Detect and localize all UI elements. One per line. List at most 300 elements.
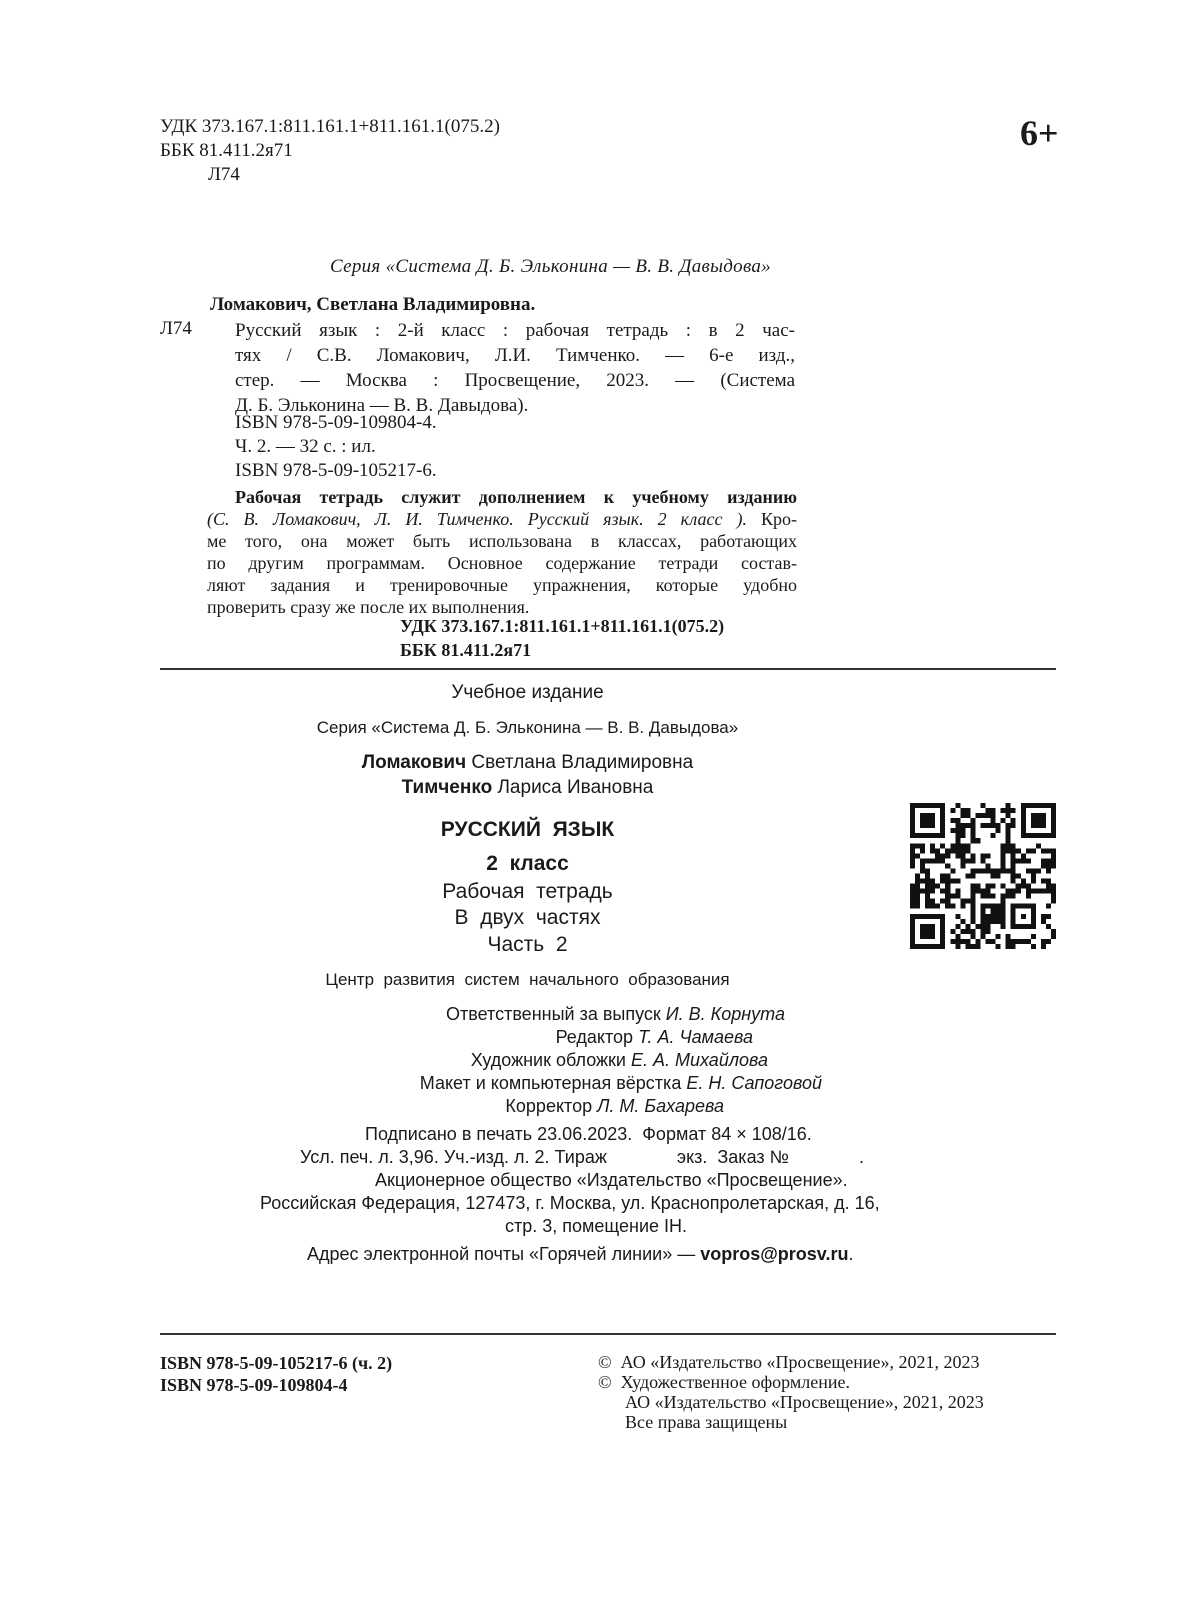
qr-module: [1001, 808, 1006, 813]
card-author: Ломакович, Светлана Владимировна.: [210, 294, 536, 315]
qr-module: [1006, 944, 1011, 949]
qr-module: [970, 868, 975, 873]
qr-module: [1001, 919, 1006, 924]
qr-module: [980, 813, 985, 818]
qr-module: [1041, 889, 1046, 894]
qr-module: [1011, 939, 1016, 944]
qr-module: [940, 889, 945, 894]
qr-module: [1006, 833, 1011, 838]
qr-module: [996, 919, 1001, 924]
qr-module: [955, 934, 960, 939]
qr-module: [991, 919, 996, 924]
qr-module: [1006, 813, 1011, 818]
qr-module: [950, 808, 955, 813]
qr-module: [1021, 884, 1026, 889]
qr-module: [950, 818, 955, 823]
qr-module: [991, 808, 996, 813]
qr-module: [1011, 843, 1016, 848]
qr-module: [925, 868, 930, 873]
qr-module: [970, 929, 975, 934]
age-rating: 6+: [1020, 113, 1059, 153]
top-udk: УДК 373.167.1:811.161.1+811.161.1(075.2): [160, 116, 500, 137]
qr-module: [1031, 944, 1036, 949]
qr-module: [991, 939, 996, 944]
annotation-bold: Рабочая тетрадь служит дополнением к учебному изданию: [235, 487, 797, 507]
card-annotation: [207, 486, 797, 618]
qr-module: [960, 863, 965, 868]
qr-module: [965, 813, 970, 818]
divider-bottom: [160, 1333, 1056, 1335]
qr-module: [945, 884, 950, 889]
qr-module: [980, 823, 985, 828]
qr-module: [960, 919, 965, 924]
qr-module: [950, 848, 955, 853]
qr-module: [1031, 889, 1036, 894]
qr-module: [945, 899, 950, 904]
qr-module: [915, 879, 920, 884]
qr-module: [955, 818, 960, 823]
qr-module: [986, 914, 991, 919]
book-parts: В двух частях: [454, 906, 601, 929]
qr-module: [930, 879, 935, 884]
qr-module: [930, 843, 935, 848]
qr-module: [1016, 858, 1021, 863]
qr-module: [915, 853, 920, 858]
author2: [160, 777, 895, 799]
credit-line: [200, 1050, 768, 1071]
qr-module: [986, 889, 991, 894]
qr-module: [960, 853, 965, 858]
qr-module: [945, 904, 950, 909]
footer-isbn-full: ISBN 978-5-09-109804-4: [160, 1375, 348, 1395]
qr-module: [915, 899, 920, 904]
qr-module: [980, 919, 985, 924]
qr-module: [991, 868, 996, 873]
qr-module: [991, 884, 996, 889]
credit-name: Е. Н. Сапоговой: [686, 1073, 822, 1093]
qr-module: [975, 838, 980, 843]
qr-module: [1041, 914, 1046, 919]
qr-module: [1026, 894, 1031, 899]
qr-module: [975, 924, 980, 929]
qr-module: [970, 873, 975, 878]
qr-module: [965, 808, 970, 813]
qr-module: [1001, 843, 1006, 848]
card-isbn-full: ISBN 978-5-09-109804-4.: [235, 412, 437, 433]
qr-code-icon: [910, 803, 1056, 949]
credit-line: [200, 1073, 822, 1094]
qr-module: [930, 884, 935, 889]
qr-module: [1041, 944, 1046, 949]
qr-module: [980, 868, 985, 873]
qr-module: [986, 868, 991, 873]
qr-module: [1011, 863, 1016, 868]
qr-module: [1011, 889, 1016, 894]
qr-module: [986, 904, 991, 909]
qr-module: [910, 894, 915, 899]
qr-module: [986, 924, 991, 929]
qr-module: [970, 914, 975, 919]
qr-module: [915, 873, 920, 878]
qr-module: [991, 818, 996, 823]
qr-module: [1051, 858, 1056, 863]
qr-module: [1016, 873, 1021, 878]
qr-module: [1006, 808, 1011, 813]
qr-module: [1046, 889, 1051, 894]
qr-module: [996, 828, 1001, 833]
qr-module: [1046, 863, 1051, 868]
qr-module: [935, 848, 940, 853]
qr-module: [986, 863, 991, 868]
qr-module: [960, 813, 965, 818]
qr-module: [1021, 939, 1026, 944]
qr-module: [925, 879, 930, 884]
qr-module: [996, 823, 1001, 828]
card-classification: [400, 614, 724, 662]
credit-name: Т. А. Чамаева: [638, 1027, 753, 1047]
qr-module: [996, 914, 1001, 919]
qr-module: [965, 899, 970, 904]
qr-module: [920, 863, 925, 868]
qr-module: [975, 868, 980, 873]
qr-module: [1011, 879, 1016, 884]
credit-name: Л. М. Бахарева: [597, 1096, 724, 1116]
author2-name: Лариса Ивановна: [492, 777, 654, 798]
credit-line: [200, 1096, 724, 1117]
qr-module: [910, 843, 915, 848]
qr-module: [986, 813, 991, 818]
qr-module: [945, 873, 950, 878]
qr-module: [970, 828, 975, 833]
qr-module: [1016, 884, 1021, 889]
qr-module: [1026, 858, 1031, 863]
qr-module: [970, 858, 975, 863]
qr-module: [980, 803, 985, 808]
qr-module: [1031, 868, 1036, 873]
qr-module: [1011, 823, 1016, 828]
qr-module: [955, 944, 960, 949]
qr-module: [1046, 904, 1051, 909]
qr-module: [1051, 929, 1056, 934]
qr-module: [960, 848, 965, 853]
qr-module: [910, 884, 915, 889]
qr-module: [1036, 889, 1041, 894]
qr-module: [986, 823, 991, 828]
email-end: .: [848, 1244, 854, 1264]
series-line: Серия «Система Д. Б. Эльконина — В. В. Давыдова»: [330, 256, 771, 277]
qr-module: [970, 944, 975, 949]
qr-module: [991, 833, 996, 838]
copyright-line: © АО «Издательство «Просвещение», 2021, 2023: [598, 1352, 980, 1372]
qr-module: [1001, 853, 1006, 858]
qr-module: [1001, 884, 1006, 889]
qr-module: [925, 884, 930, 889]
qr-module: [996, 934, 1001, 939]
qr-module: [1001, 848, 1006, 853]
publisher: Акционерное общество «Издательство «Просвещение».: [375, 1170, 848, 1190]
qr-module: [1006, 843, 1011, 848]
top-author-mark: Л74: [208, 164, 240, 185]
qr-module: [1051, 899, 1056, 904]
qr-module: [965, 873, 970, 878]
qr-module: [1046, 939, 1051, 944]
qr-module: [1001, 909, 1006, 914]
qr-module: [1011, 848, 1016, 853]
qr-module: [955, 803, 960, 808]
qr-module: [986, 929, 991, 934]
credit-name: И. В. Корнута: [665, 1004, 785, 1024]
qr-module: [1046, 914, 1051, 919]
print-signed: Подписано в печать 23.06.2023. Формат 84 × 108/16.: [365, 1124, 812, 1144]
email-link[interactable]: vopros@prosv.ru: [700, 1244, 849, 1264]
annotation-line: [207, 508, 797, 530]
qr-module: [925, 899, 930, 904]
credit-line: [200, 1027, 753, 1048]
qr-module: [1046, 868, 1051, 873]
footer-isbn: [160, 1352, 392, 1396]
credit-role: Корректор: [505, 1096, 598, 1116]
qr-module: [1051, 863, 1056, 868]
rights-reserved: Все права защищены: [625, 1412, 788, 1432]
qr-module: [960, 929, 965, 934]
qr-module: [940, 873, 945, 878]
credit-role: Ответственный за выпуск: [446, 1004, 666, 1024]
qr-module: [965, 843, 970, 848]
qr-module: [1001, 858, 1006, 863]
qr-module: [930, 848, 935, 853]
qr-module: [970, 899, 975, 904]
book-type: Рабочая тетрадь: [442, 880, 613, 903]
qr-module: [965, 929, 970, 934]
qr-module: [1051, 889, 1056, 894]
annotation-line: по другим программам. Основное содержание тетради состав-: [207, 553, 797, 573]
qr-module: [940, 858, 945, 863]
qr-module: [980, 934, 985, 939]
author1-name: Светлана Владимировна: [466, 752, 694, 773]
qr-module: [960, 899, 965, 904]
card-bbk: ББК 81.411.2я71: [400, 640, 532, 660]
qr-module: [910, 904, 915, 909]
qr-module: [920, 889, 925, 894]
qr-module: [1041, 879, 1046, 884]
qr-module: [940, 843, 945, 848]
author2-surname: Тимченко: [401, 777, 493, 798]
qr-module: [955, 879, 960, 884]
qr-module: [960, 904, 965, 909]
qr-module: [986, 894, 991, 899]
card-code: Л74: [160, 318, 192, 339]
annotation-italic: (С. В. Ломакович, Л. И. Тимченко. Русский язык. 2 класс ).: [207, 509, 747, 529]
credit-role: Макет и компьютерная вёрстка: [419, 1073, 687, 1093]
qr-module: [1011, 868, 1016, 873]
top-bbk: ББК 81.411.2я71: [160, 140, 293, 161]
qr-module: [991, 914, 996, 919]
qr-module: [910, 858, 915, 863]
qr-module: [920, 843, 925, 848]
qr-module: [915, 889, 920, 894]
qr-module: [920, 858, 925, 863]
top-classification-codes: [160, 115, 500, 187]
qr-module: [955, 838, 960, 843]
qr-module: [965, 848, 970, 853]
qr-module: [940, 899, 945, 904]
qr-module: [910, 899, 915, 904]
qr-module: [910, 863, 915, 868]
qr-module: [1051, 894, 1056, 899]
qr-module: [1036, 868, 1041, 873]
qr-module: [980, 858, 985, 863]
credit-line: [200, 1004, 785, 1025]
qr-module: [940, 853, 945, 858]
qr-module: [1036, 843, 1041, 848]
qr-module: [970, 823, 975, 828]
qr-module: [1041, 848, 1046, 853]
qr-module: [986, 884, 991, 889]
qr-module: [950, 879, 955, 884]
copyright-line: АО «Издательство «Просвещение», 2021, 2023: [625, 1392, 984, 1412]
qr-module: [930, 858, 935, 863]
qr-module: [1006, 828, 1011, 833]
card-description: [235, 318, 795, 418]
qr-module: [965, 924, 970, 929]
book-title: РУССКИЙ ЯЗЫК: [440, 818, 615, 841]
qr-module: [980, 853, 985, 858]
copyright-line: © Художественное оформление.: [598, 1372, 851, 1392]
qr-module: [1026, 848, 1031, 853]
qr-module: [960, 833, 965, 838]
annotation-text: Кро-: [746, 509, 797, 529]
qr-module: [960, 808, 965, 813]
qr-module: [1006, 889, 1011, 894]
qr-module: [996, 868, 1001, 873]
qr-module: [975, 813, 980, 818]
qr-module: [1006, 838, 1011, 843]
book-part: Часть 2: [487, 933, 568, 956]
qr-module: [1021, 853, 1026, 858]
annotation-line: проверить сразу же после их выполнения.: [207, 597, 530, 617]
qr-module: [965, 858, 970, 863]
qr-module: [1016, 889, 1021, 894]
qr-module: [955, 823, 960, 828]
book-grade: 2 класс: [486, 852, 569, 875]
qr-module: [920, 868, 925, 873]
card-desc-line: тях / С.В. Ломакович, Л.И. Тимченко. — 6-е изд.,: [235, 345, 795, 366]
qr-module: [930, 904, 935, 909]
card-desc-line: Д. Б. Эльконина — В. В. Давыдова).: [235, 395, 529, 416]
qr-module: [955, 833, 960, 838]
qr-module: [955, 848, 960, 853]
qr-module: [980, 894, 985, 899]
qr-module: [910, 848, 915, 853]
qr-module: [950, 868, 955, 873]
qr-module: [1006, 934, 1011, 939]
qr-module: [975, 944, 980, 949]
qr-module: [960, 828, 965, 833]
qr-module: [925, 873, 930, 878]
qr-module: [1001, 818, 1006, 823]
qr-module: [1026, 868, 1031, 873]
qr-module: [1026, 939, 1031, 944]
qr-module: [925, 894, 930, 899]
qr-module: [1011, 894, 1016, 899]
qr-module: [991, 823, 996, 828]
divider-top: [160, 668, 1056, 670]
qr-module: [996, 944, 1001, 949]
qr-module: [1031, 873, 1036, 878]
qr-module: [1001, 863, 1006, 868]
qr-module: [930, 899, 935, 904]
qr-module: [950, 894, 955, 899]
footer-copyright: [598, 1352, 984, 1432]
qr-module: [1006, 848, 1011, 853]
qr-module: [1026, 889, 1031, 894]
qr-module: [970, 884, 975, 889]
qr-module: [1001, 924, 1006, 929]
edition-type: Учебное издание: [451, 682, 604, 703]
qr-module: [935, 884, 940, 889]
qr-module: [1041, 863, 1046, 868]
credit-role: Художник обложки: [470, 1050, 631, 1070]
qr-module: [1051, 848, 1056, 853]
qr-module: [1006, 939, 1011, 944]
qr-module: [950, 929, 955, 934]
qr-module: [980, 904, 985, 909]
qr-module: [970, 934, 975, 939]
qr-module: [1046, 884, 1051, 889]
qr-module: [935, 858, 940, 863]
qr-module: [975, 884, 980, 889]
qr-module: [950, 843, 955, 848]
qr-module: [970, 889, 975, 894]
qr-module: [910, 889, 915, 894]
qr-module: [960, 858, 965, 863]
qr-module: [970, 853, 975, 858]
qr-module: [960, 939, 965, 944]
annotation-line: ляют задания и тренировочные упражнения, которые удобно: [207, 575, 797, 595]
qr-module: [915, 904, 920, 909]
qr-module: [965, 944, 970, 949]
qr-module: [960, 823, 965, 828]
qr-module: [945, 863, 950, 868]
qr-module: [975, 889, 980, 894]
qr-module: [1001, 899, 1006, 904]
qr-module: [970, 894, 975, 899]
qr-module: [1041, 919, 1046, 924]
qr-module: [970, 919, 975, 924]
qr-module: [986, 808, 991, 813]
footer-isbn-part: ISBN 978-5-09-105217-6 (ч. 2): [160, 1353, 393, 1373]
qr-module: [996, 909, 1001, 914]
credit-name: Е. А. Михайлова: [630, 1050, 768, 1070]
annotation-line: ме того, она может быть использована в классах, работающих: [207, 531, 797, 551]
qr-module: [955, 853, 960, 858]
qr-module: [1011, 818, 1016, 823]
qr-module: [986, 939, 991, 944]
qr-module: [1006, 868, 1011, 873]
hotline-email: [307, 1244, 854, 1265]
qr-module: [980, 909, 985, 914]
card-udk: УДК 373.167.1:811.161.1+811.161.1(075.2): [400, 616, 725, 636]
qr-module: [925, 858, 930, 863]
qr-module: [1006, 823, 1011, 828]
qr-module: [1011, 858, 1016, 863]
qr-module: [925, 889, 930, 894]
qr-module: [1046, 858, 1051, 863]
qr-module: [980, 924, 985, 929]
qr-module: [991, 904, 996, 909]
qr-module: [965, 939, 970, 944]
qr-module: [980, 914, 985, 919]
